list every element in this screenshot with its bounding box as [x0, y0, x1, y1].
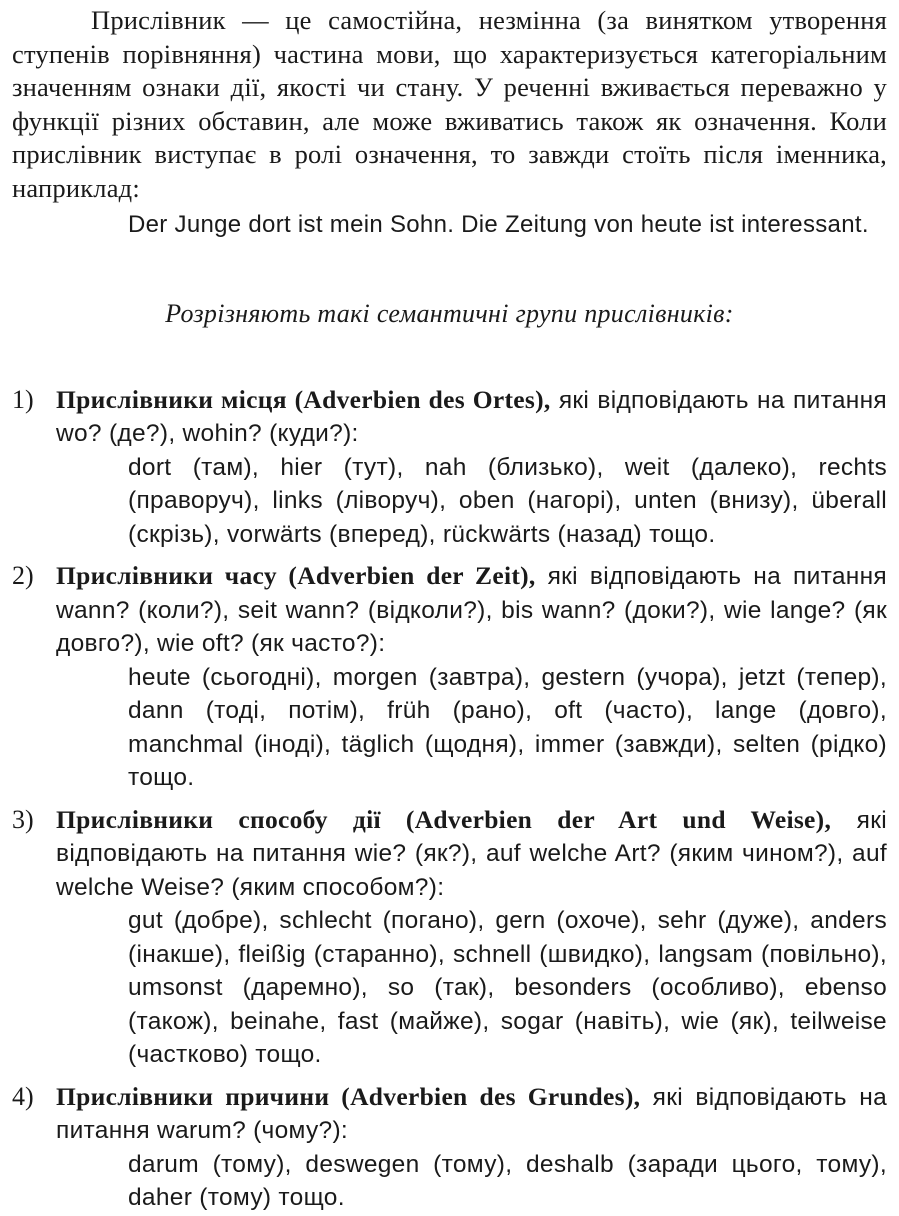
group-description	[56, 803, 887, 905]
group-question: які відповідають на питання wann? (коли?), seit wann? (відколи?), bis wann? (доки?), wie lange? (як довго?), wie oft? (як часто?):	[56, 563, 887, 658]
group-description	[56, 1080, 887, 1148]
adverb-group-manner	[12, 803, 887, 1072]
adverb-group-time	[12, 559, 887, 795]
example-sentence: Der Junge dort ist mein Sohn. Die Zeitung von heute ist interessant.	[128, 210, 869, 238]
group-title: Прислівники способу дії (Adverbien der Art und Weise),	[56, 804, 832, 834]
group-word-list: heute (сьогодні), morgen (завтра), gestern (учора), jetzt (тепер), dann (тоді, потім), früh (рано), oft (часто), lange (довго), manchmal (іноді), täglich (щодня), immer (завжди), selten (рідко) тощо.	[128, 663, 887, 792]
group-description	[56, 559, 887, 661]
group-question: які відповідають на питання wo? (де?), wohin? (куди?):	[56, 386, 887, 448]
adverb-group-place	[12, 383, 887, 552]
group-title: Прислівники місця (Adverbien des Ortes),	[56, 384, 551, 414]
group-title: Прислівники причини (Adverbien des Grundes),	[56, 1081, 641, 1111]
group-word-list: dort (там), hier (тут), nah (близько), weit (далеко), rechts (праворуч), links (ліворуч), oben (нагорі), unten (внизу), überall (скрізь), vorwärts (вперед), rückwärts (назад) тощо.	[128, 453, 887, 548]
group-question: які відповідають на питання wie? (як?), auf welche Art? (яким чином?), auf welche Weise? (яким способом?):	[56, 806, 887, 901]
group-word-list: darum (тому), deswegen (тому), deshalb (заради цього, тому), daher (тому) тощо.	[128, 1150, 887, 1212]
group-question: які відповідають на питання warum? (чому?):	[56, 1083, 888, 1145]
adverb-group-reason	[12, 1080, 887, 1215]
group-title: Прислівники часу (Adverbien der Zeit),	[56, 561, 536, 591]
group-number: 4)	[12, 1081, 34, 1111]
group-number: 1)	[12, 384, 34, 414]
intro-paragraph: Прислівник — це самостійна, незмінна (за винятком утворення ступенів порівняння) частина мови, що характеризується категоріальним значенням ознаки дії, якості чи стану. У реченні вживається переважно у функції різних обставин, але може вживатись також як означення. Коли прислівник виступає в ролі означення, то завжди стоїть після іменника, наприклад:	[12, 5, 887, 203]
section-heading: Розрізняють такі семантичні групи прислівників:	[165, 298, 734, 328]
group-word-list: gut (добре), schlecht (погано), gern (охоче), sehr (дуже), anders (інакше), fleißig (старанно), schnell (швидко), langsam (повільно), umsonst (даремно), so (так), besonders (особливо), ebenso (також), beinahe, fast (майже), sogar (навіть), wie (як), teilweise (частково) тощо.	[128, 907, 887, 1069]
group-number: 2)	[12, 561, 34, 591]
group-number: 3)	[12, 804, 34, 834]
group-description	[56, 383, 887, 451]
